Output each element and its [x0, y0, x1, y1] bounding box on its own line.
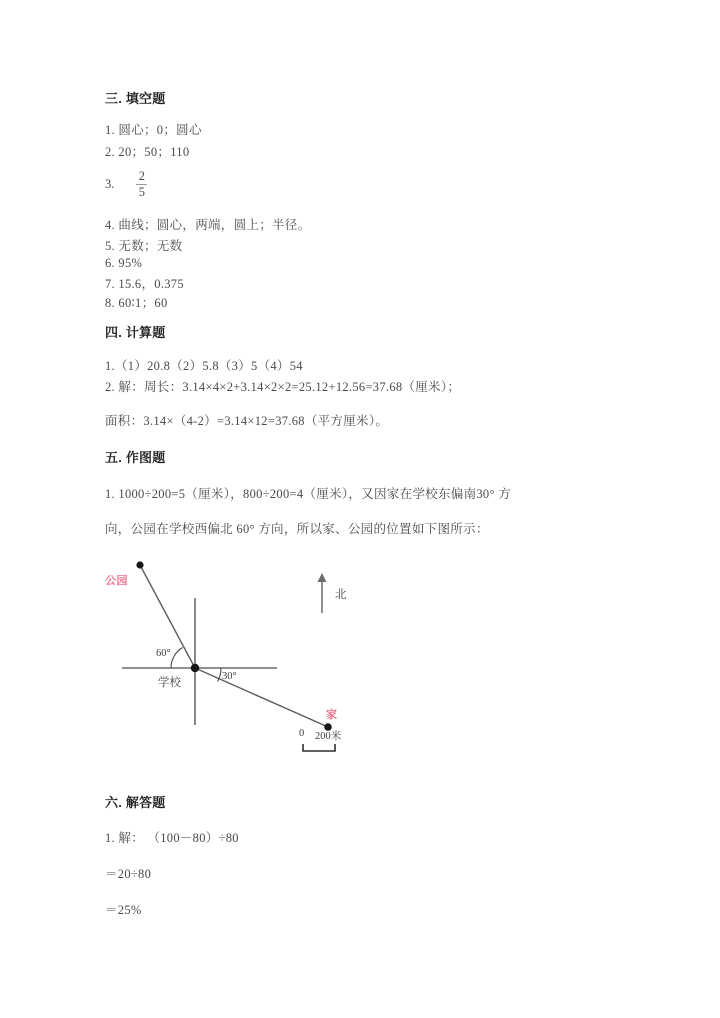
- scale-value-label: 200米: [315, 731, 342, 742]
- scale-bar: [303, 744, 335, 751]
- answer-line: 2. 解：周长：3.14×4×2+3.14×2×2=25.12+12.56=37.68（厘米）；: [105, 380, 461, 394]
- north-label: 北: [335, 589, 347, 601]
- fraction-numerator: 2: [138, 169, 145, 183]
- fraction-denominator: 5: [138, 184, 145, 199]
- answer-line: 5. 无数；无数: [105, 239, 183, 253]
- ray-to-home: [195, 668, 328, 727]
- answer-line: 2. 20；50；110: [105, 145, 190, 159]
- school-label: 学校: [158, 677, 181, 689]
- park-label: 公园: [105, 575, 128, 587]
- park-point: [136, 561, 143, 568]
- angle-label-60: 60°: [156, 648, 171, 659]
- answer-line: 1. 圆心；0；圆心: [105, 123, 202, 137]
- answer-line-fraction: [105, 170, 147, 198]
- direction-diagram-svg: [95, 548, 395, 773]
- answer-line: 1. 解： （100－80）÷80: [105, 831, 239, 845]
- home-label: 家: [326, 709, 338, 721]
- north-arrow-head: [318, 573, 327, 582]
- school-point: [191, 664, 199, 672]
- direction-diagram: [95, 548, 395, 773]
- fraction: [136, 170, 147, 198]
- section-heading-answer: 六. 解答题: [105, 795, 166, 810]
- fraction-item-index: 3.: [105, 176, 115, 191]
- answer-line: 8. 60∶1；60: [105, 296, 168, 310]
- section-heading-calculation: 四. 计算题: [105, 325, 166, 340]
- scale-zero-label: 0: [299, 728, 305, 739]
- answer-line: ＝25%: [105, 903, 142, 917]
- answer-line: 7. 15.6，0.375: [105, 277, 184, 291]
- section-heading-fill-in-blanks: 三. 填空题: [105, 91, 166, 106]
- answer-line: 4. 曲线；圆心，两端，圆上；半径。: [105, 218, 311, 232]
- answer-line: 1. 1000÷200=5（厘米），800÷200=4（厘米），又因家在学校东偏南30° 方: [105, 487, 511, 501]
- section-heading-drawing: 五. 作图题: [105, 450, 166, 465]
- answer-line: 1.（1）20.8（2）5.8（3）5（4）54: [105, 359, 303, 373]
- answer-line: 向，公园在学校西偏北 60° 方向，所以家、公园的位置如下图所示：: [105, 522, 489, 536]
- answer-line: ＝20÷80: [105, 867, 152, 881]
- answer-line: 6. 95%: [105, 256, 143, 270]
- angle-arc-60: [171, 648, 183, 669]
- angle-label-30: 30°: [222, 671, 237, 682]
- answer-line: 面积：3.14×（4-2）=3.14×12=37.68（平方厘米）。: [105, 414, 389, 428]
